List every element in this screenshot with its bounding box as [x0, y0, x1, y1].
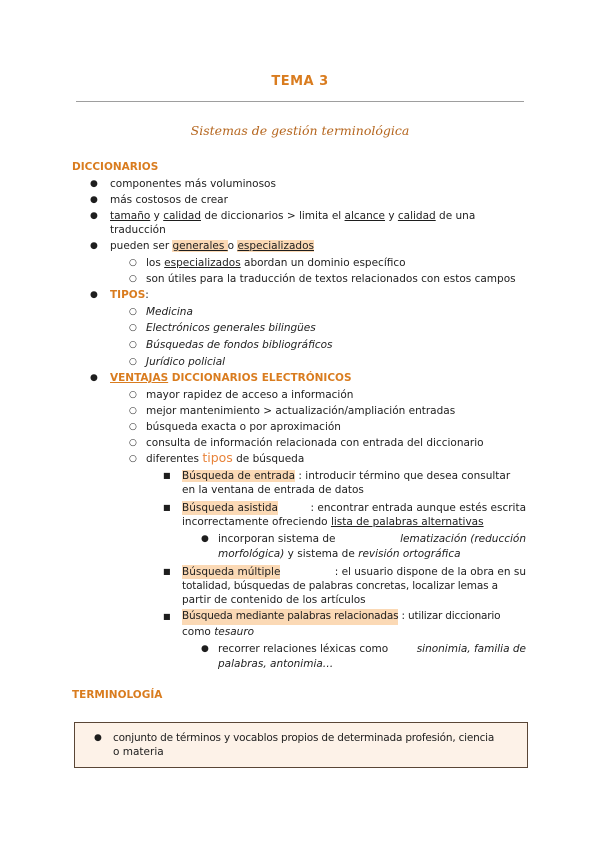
bullet-icon: ●	[90, 290, 98, 300]
list-item: recorrer relaciones léxicas como sinonimia, familia de	[218, 643, 526, 655]
bullet-icon: ●	[90, 195, 98, 205]
list-item: Búsqueda mediante palabras relacionadas : utilizar diccionario	[182, 609, 500, 623]
list-item: incorporan sistema de lematización (reducción	[218, 533, 526, 545]
list-item: mejor mantenimiento > actualización/ampliación entradas	[146, 405, 456, 417]
list-item: son útiles para la traducción de textos relacionados con estos campos	[146, 273, 516, 285]
bullet-icon: ●	[201, 644, 209, 654]
bullet-icon: ●	[90, 241, 98, 251]
list-item: más costosos de crear	[110, 194, 228, 206]
list-item-continuation: en la ventana de entrada de datos	[182, 484, 364, 496]
list-item: tamaño y calidad de diccionarios > limita el alcance y calidad de una	[110, 210, 476, 222]
list-item-continuation: traducción	[110, 224, 166, 236]
bullet-icon: ●	[94, 733, 102, 743]
list-item-continuation: partir de contenido de los artículos	[182, 594, 366, 606]
section-heading-diccionarios: DICCIONARIOS	[72, 161, 159, 173]
circle-bullet-icon: ○	[129, 357, 137, 367]
list-item: mayor rapidez de acceso a información	[146, 389, 354, 401]
list-item-continuation: totalidad, búsquedas de palabras concretas, localizar lemas a	[182, 580, 498, 592]
ventajas-heading: VENTAJAS DICCIONARIOS ELECTRÓNICOS	[110, 372, 352, 384]
list-item: pueden ser generales o especializados	[110, 240, 314, 252]
list-item: Electrónicos generales bilingües	[146, 322, 316, 334]
list-item: búsqueda exacta o por aproximación	[146, 421, 341, 433]
circle-bullet-icon: ○	[129, 323, 137, 333]
list-item-continuation: o materia	[113, 746, 164, 758]
list-item: diferentes tipos de búsqueda	[146, 450, 305, 465]
list-item-continuation: morfológica) y sistema de revisión ortográfica	[218, 548, 461, 560]
circle-bullet-icon: ○	[129, 438, 137, 448]
bullet-icon: ●	[90, 211, 98, 221]
list-item: Búsqueda múltiple : el usuario dispone de la obra en su	[182, 566, 526, 578]
list-item: componentes más voluminosos	[110, 178, 276, 190]
list-item-continuation: incorrectamente ofreciendo lista de palabras alternativas	[182, 516, 484, 528]
section-heading-terminologia: TERMINOLOGÍA	[72, 689, 163, 701]
list-item-continuation: como tesauro	[182, 626, 255, 638]
circle-bullet-icon: ○	[129, 274, 137, 284]
circle-bullet-icon: ○	[129, 422, 137, 432]
list-item: Búsquedas de fondos bibliográficos	[146, 339, 333, 351]
divider	[76, 101, 524, 102]
circle-bullet-icon: ○	[129, 454, 137, 464]
list-item: Búsqueda asistida : encontrar entrada aunque estés escrita	[182, 502, 526, 514]
page-subtitle: Sistemas de gestión terminológica	[190, 123, 410, 138]
tipos-heading: TIPOS:	[110, 289, 149, 301]
list-item: consulta de información relacionada con entrada del diccionario	[146, 437, 484, 449]
circle-bullet-icon: ○	[129, 406, 137, 416]
list-item: conjunto de términos y vocablos propios de determinada profesión, ciencia	[113, 732, 495, 744]
square-bullet-icon: ■	[163, 471, 171, 480]
square-bullet-icon: ■	[163, 503, 171, 512]
bullet-icon: ●	[90, 373, 98, 383]
list-item: Medicina	[146, 306, 193, 318]
circle-bullet-icon: ○	[129, 307, 137, 317]
list-item: Búsqueda de entrada : introducir término que desea consultar	[182, 470, 511, 482]
circle-bullet-icon: ○	[129, 258, 137, 268]
page-title: TEMA 3	[271, 74, 329, 89]
list-item: Jurídico policial	[146, 356, 226, 368]
square-bullet-icon: ■	[163, 612, 171, 621]
list-item-continuation: palabras, antonimia…	[218, 658, 334, 670]
circle-bullet-icon: ○	[129, 340, 137, 350]
bullet-icon: ●	[90, 179, 98, 189]
list-item: los especializados abordan un dominio específico	[146, 257, 406, 269]
square-bullet-icon: ■	[163, 567, 171, 576]
circle-bullet-icon: ○	[129, 390, 137, 400]
bullet-icon: ●	[201, 534, 209, 544]
